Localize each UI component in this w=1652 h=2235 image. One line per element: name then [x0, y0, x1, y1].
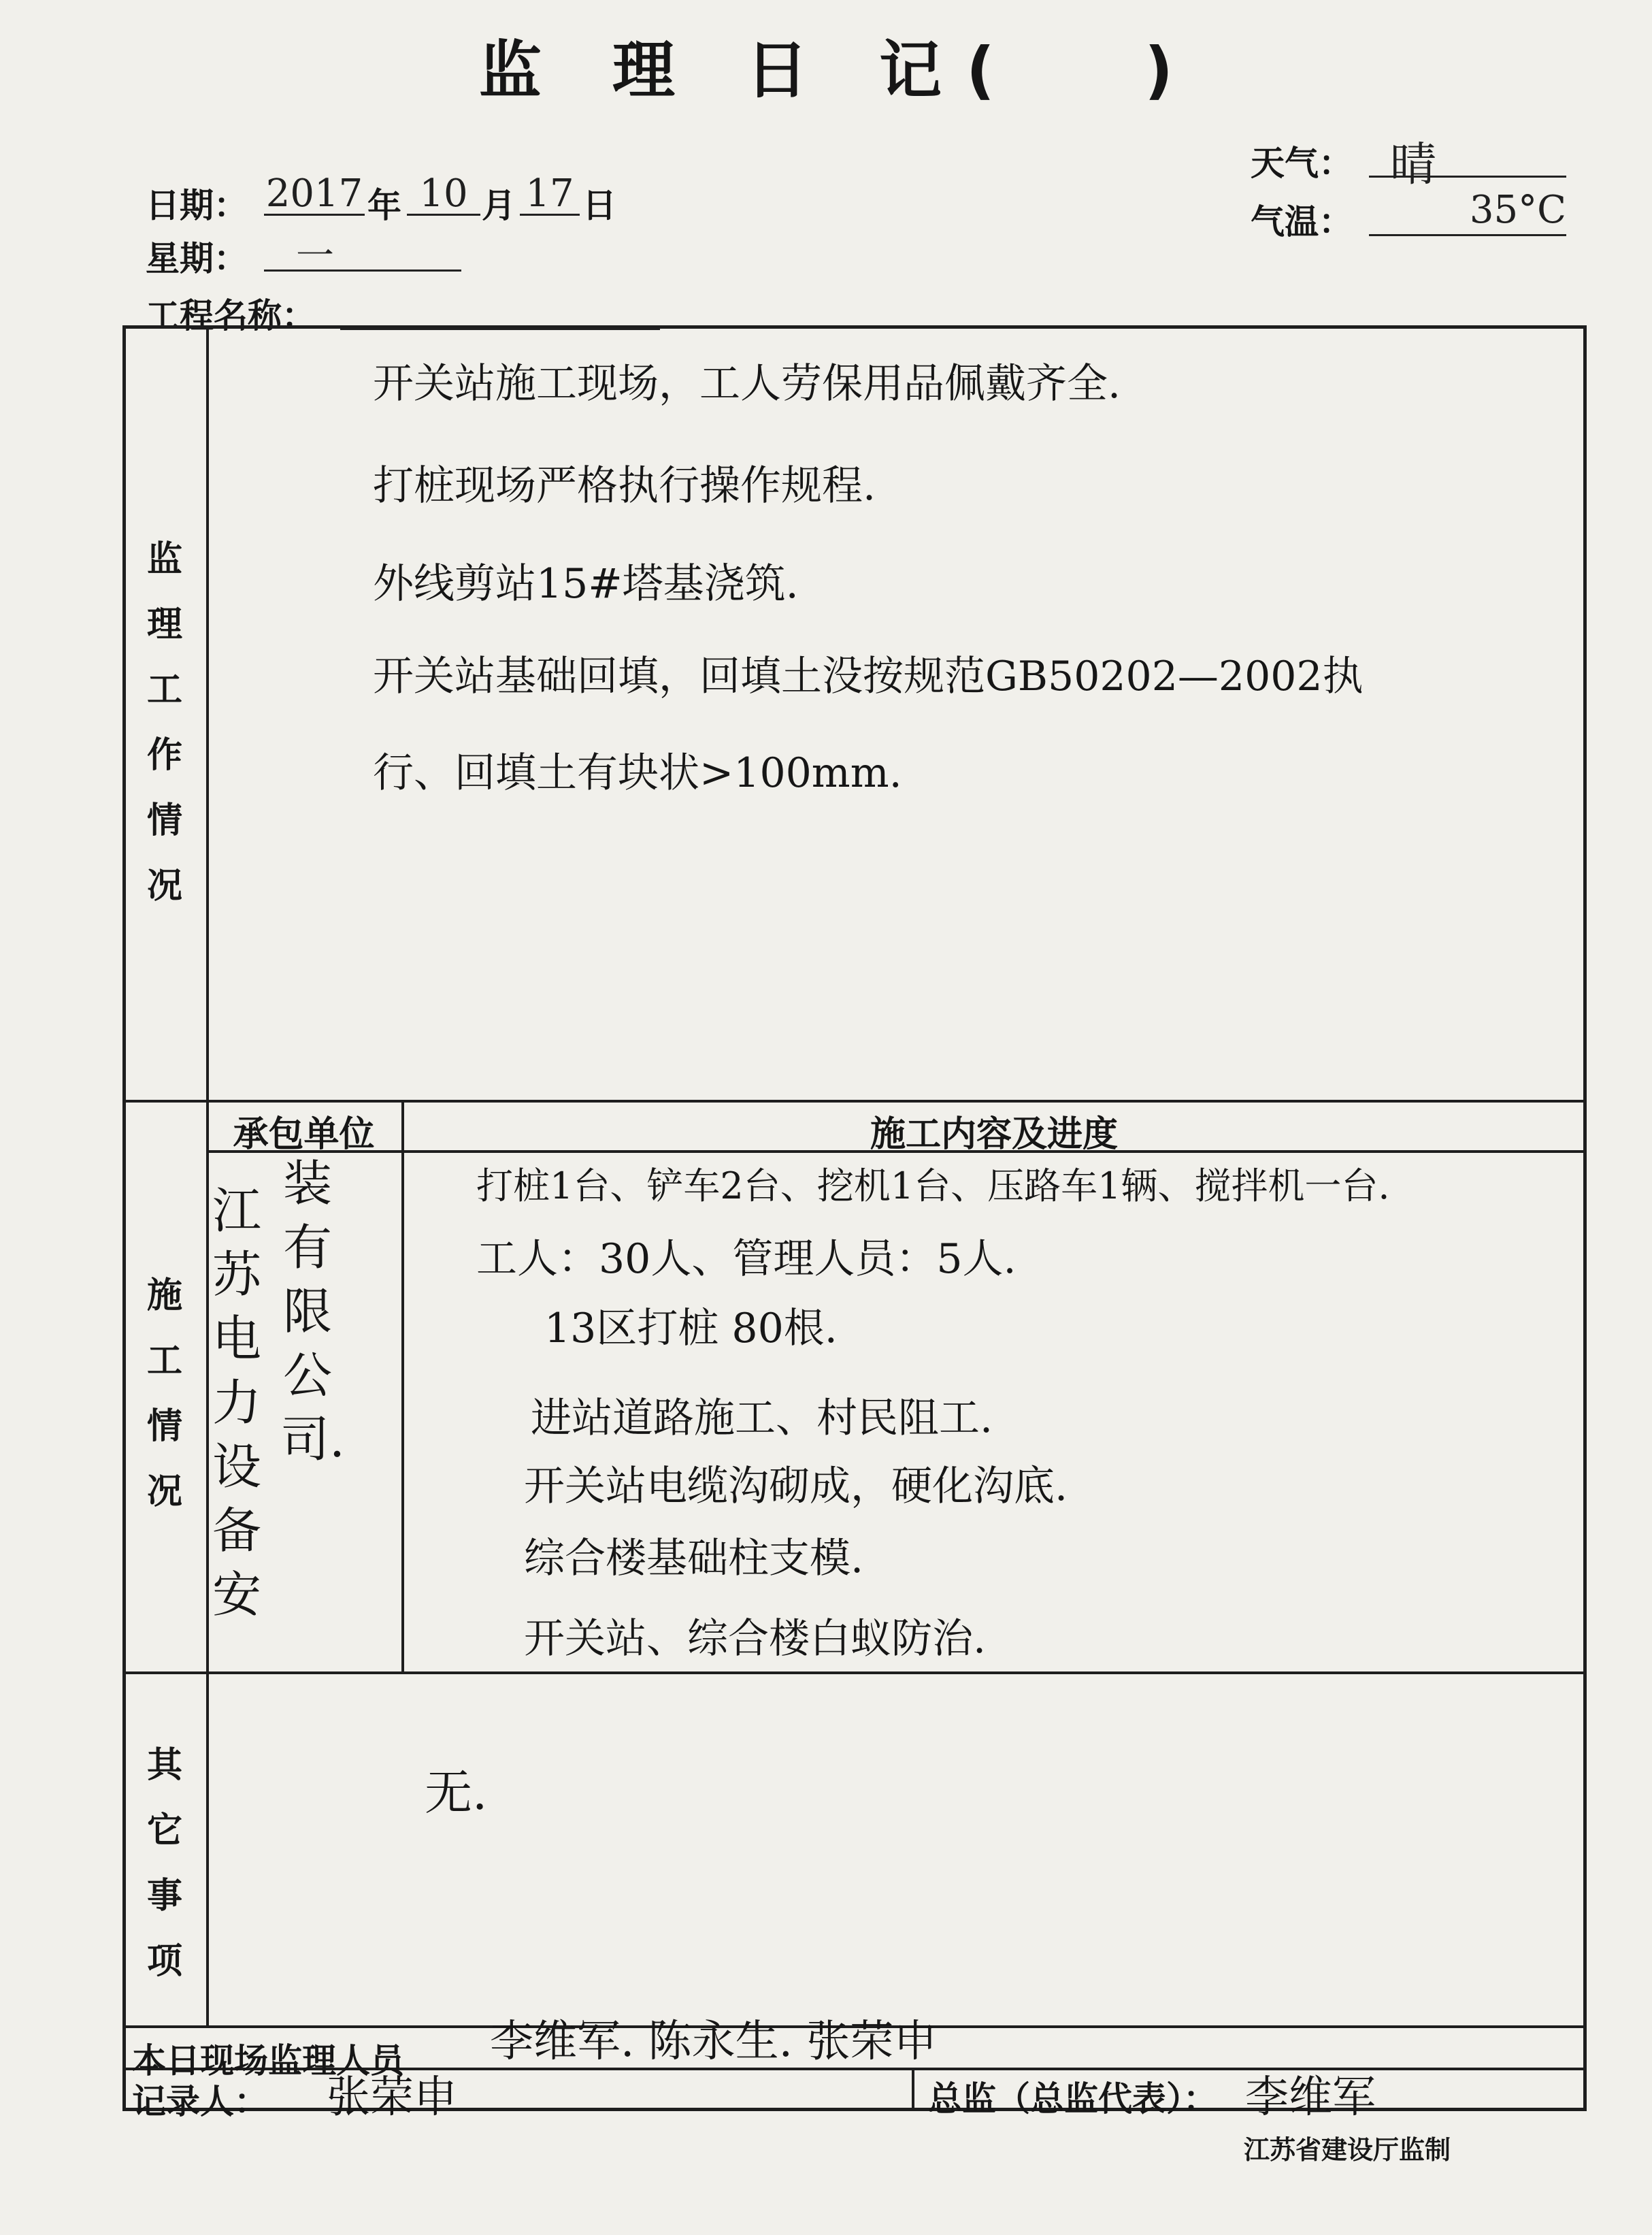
- contractor-name-column-2: 装 有 限 公 司.: [280, 1155, 345, 1468]
- date-label: 日期：: [146, 186, 248, 225]
- supervision-line: 外线剪站15#塔基浇筑.: [373, 560, 799, 608]
- project-label: 工程名称：: [146, 296, 316, 336]
- chief-label: 总监（总监代表）：: [928, 2079, 1217, 2119]
- supervision-line: 打桩现场严格执行操作规程.: [373, 462, 876, 510]
- recorder-signature: 张荣申: [327, 2072, 457, 2123]
- year-unit: 年: [367, 186, 401, 225]
- divider-supervision: [122, 1100, 1587, 1103]
- weekday-label: 星期：: [146, 239, 248, 278]
- day-field: [520, 172, 580, 216]
- year-field: [264, 172, 365, 216]
- divider-construction: [122, 1671, 1587, 1674]
- staff-signatures: 李维军. 陈永生. 张荣申: [490, 2017, 938, 2067]
- day-value: 17: [525, 172, 574, 216]
- construction-line: 打桩1台、铲车2台、挖机1台、压路车1辆、搅拌机一台.: [476, 1164, 1390, 1207]
- temp-field: [1369, 188, 1566, 236]
- project-field: [340, 289, 660, 330]
- footer-divider: [912, 2068, 914, 2111]
- log-table: [122, 325, 1587, 2111]
- weekday-value: 一: [296, 234, 334, 278]
- weekday-field: [264, 230, 461, 278]
- supervision-line: 开关站施工现场，工人劳保用品佩戴齐全.: [373, 360, 1121, 408]
- chief-signature: 李维军: [1245, 2072, 1376, 2123]
- supervision-line: 开关站基础回填，回填土没按规范GB50202—2002执: [373, 653, 1364, 700]
- construction-line: 13区打桩 80根.: [544, 1305, 838, 1352]
- month-unit: 月: [482, 186, 516, 225]
- other-section-label: 其 它 事 项: [146, 1745, 182, 1982]
- month-value: 10: [419, 172, 468, 216]
- construction-line: 工人：30人、管理人员：5人.: [476, 1235, 1017, 1283]
- printer-credit: 江苏省建设厅监制: [1244, 2135, 1451, 2165]
- supervision-section-label: 监 理 工 作 情 况: [146, 539, 182, 907]
- weather-field: [1369, 133, 1566, 192]
- temp-label: 气温：: [1251, 202, 1353, 242]
- construction-line: 开关站、综合楼白蚁防治.: [524, 1615, 987, 1663]
- month-field: [407, 172, 480, 216]
- year-value: 2017: [265, 172, 363, 216]
- construction-line: 综合楼基础柱支模.: [524, 1535, 864, 1582]
- construction-line: 进站道路施工、村民阻工.: [531, 1394, 993, 1442]
- construction-section-label: 施 工 情 况: [146, 1275, 182, 1512]
- title-paren-close: ): [1144, 34, 1174, 107]
- weather-value: 晴: [1389, 138, 1436, 192]
- supervision-line: 行、回填土有块状>100mm.: [373, 749, 902, 797]
- document-title: 监 理 日 记( ): [478, 34, 1174, 107]
- day-unit: 日: [582, 186, 616, 225]
- contractor-column-divider: [401, 1100, 404, 1671]
- staff-label: 本日现场监理人员: [132, 2041, 404, 2081]
- contractor-name-column-1: 江 苏 电 力 设 备 安: [212, 1182, 261, 1623]
- weather-label: 天气：: [1251, 144, 1353, 183]
- label-column-divider: [206, 325, 209, 2025]
- contractor-column-header: 承包单位: [233, 1114, 375, 1155]
- recorder-label: 记录人：: [132, 2082, 268, 2121]
- temp-value: 35°C: [1469, 188, 1566, 232]
- content-column-header: 施工内容及进度: [870, 1114, 1118, 1155]
- title-paren-open: (: [966, 34, 995, 107]
- other-content: 无.: [425, 1765, 488, 1821]
- construction-line: 开关站电缆沟砌成，硬化沟底.: [524, 1463, 1068, 1510]
